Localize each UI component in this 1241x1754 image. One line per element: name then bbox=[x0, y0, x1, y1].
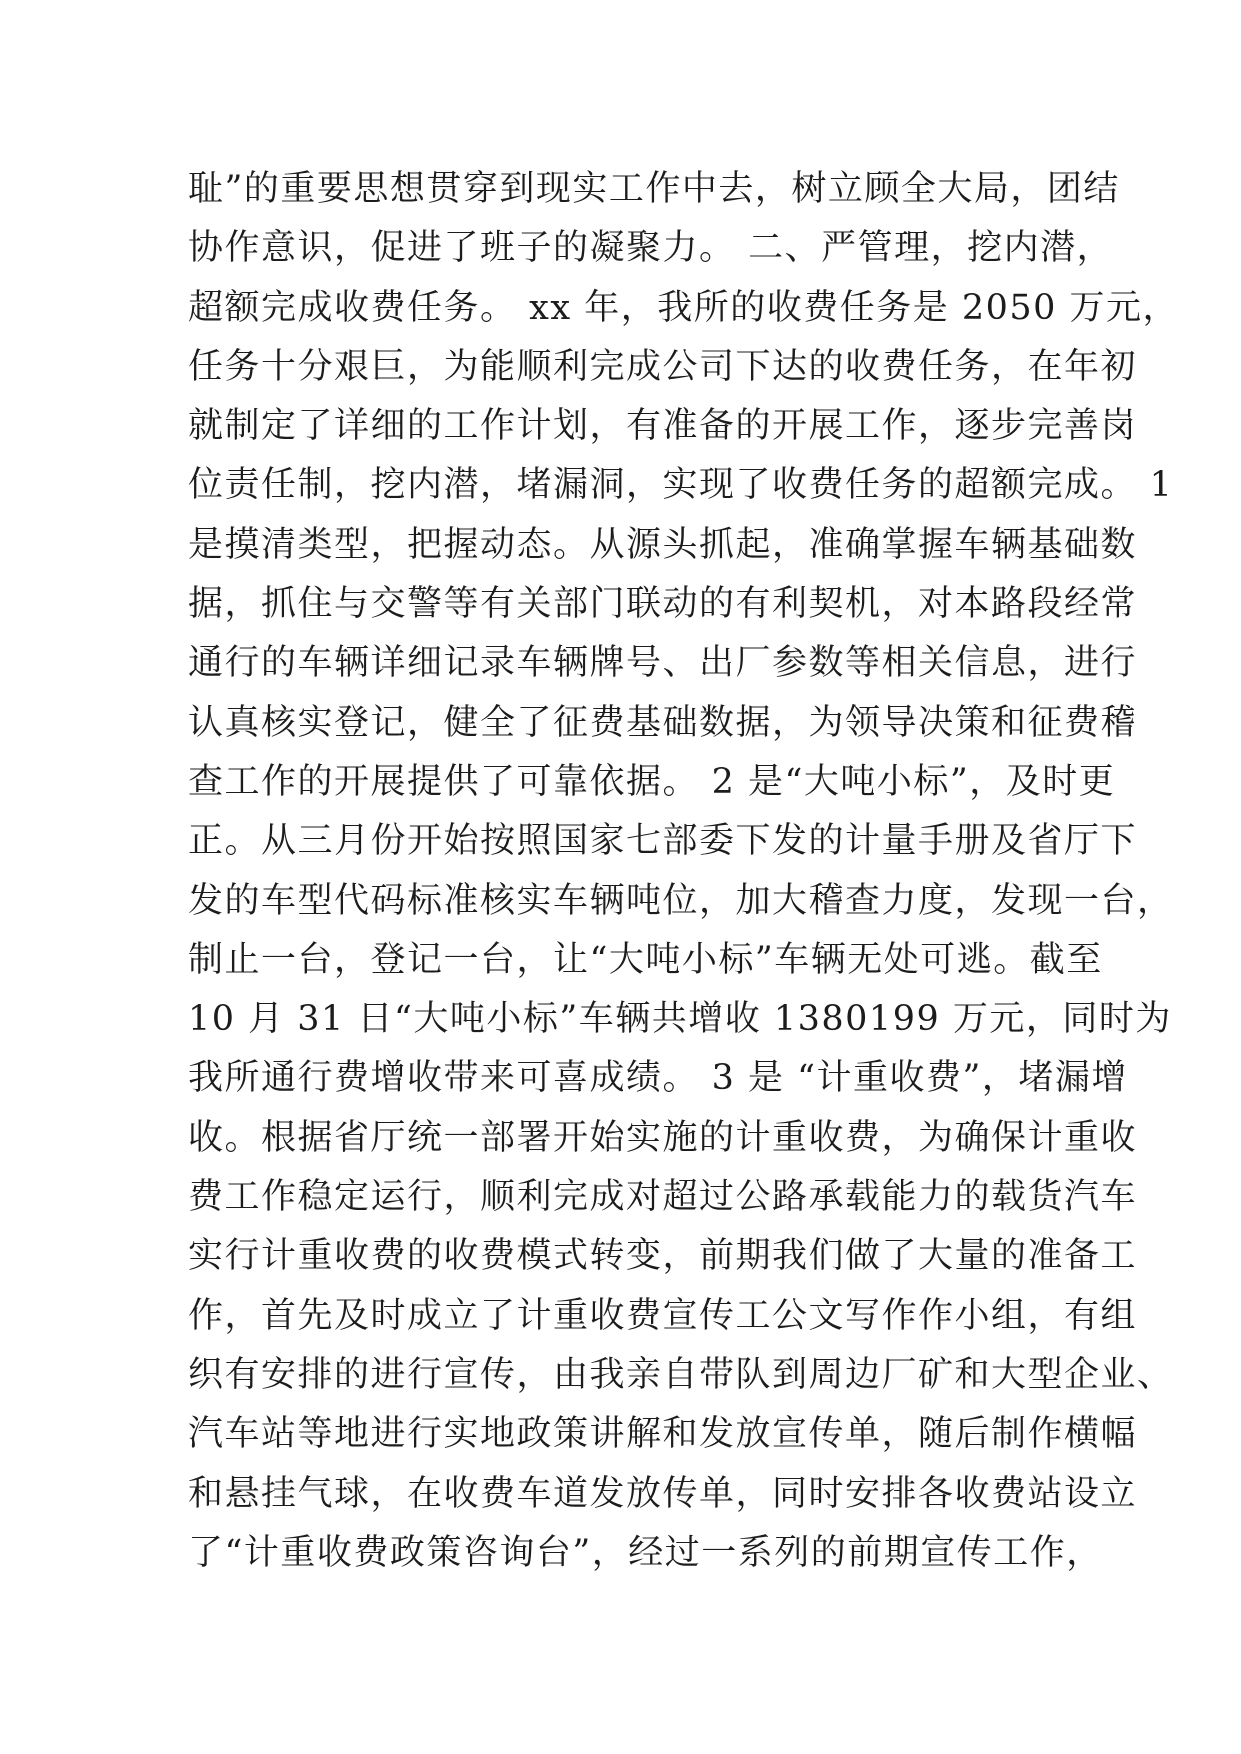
text-line: 了“计重收费政策咨询台”，经过一系列的前期宣传工作， bbox=[188, 1532, 1103, 1573]
text-line: 据，抓住与交警等有关部门联动的有利契机，对本路段经常 bbox=[188, 584, 1138, 625]
text-line: 10 月 31 日“大吨小标”车辆共增收 1380199 万元，同时为 bbox=[188, 999, 1172, 1040]
text-line: 通行的车辆详细记录车辆牌号、出厂参数等相关信息，进行 bbox=[188, 643, 1138, 684]
text-line: 收。根据省厅统一部署开始实施的计重收费，为确保计重收 bbox=[188, 1117, 1138, 1158]
text-line: 耻”的重要思想贯穿到现实工作中去，树立顾全大局，团结 bbox=[188, 169, 1120, 209]
text-line: 作，首先及时成立了计重收费宣传工公文写作作小组，有组 bbox=[188, 1295, 1138, 1336]
text-line: 协作意识，促进了班子的凝聚力。 二、严管理，挖内潜， bbox=[188, 228, 1114, 269]
text-line: 位责任制，挖内潜，堵漏洞，实现了收费任务的超额完成。 1 bbox=[188, 465, 1174, 506]
text-line: 就制定了详细的工作计划，有准备的开展工作，逐步完善岗 bbox=[188, 406, 1138, 447]
text-line: 任务十分艰巨，为能顺利完成公司下达的收费任务，在年初 bbox=[188, 346, 1138, 387]
text-line: 查工作的开展提供了可靠依据。 2 是“大吨小标”，及时更 bbox=[188, 761, 1116, 802]
text-line: 实行计重收费的收费模式转变，前期我们做了大量的准备工 bbox=[188, 1236, 1138, 1277]
text-line: 是摸清类型，把握动态。从源头抓起，准确掌握车辆基础数 bbox=[188, 524, 1138, 565]
text-line: 发的车型代码标准核实车辆吨位，加大稽查力度，发现一台， bbox=[188, 880, 1174, 921]
text-line: 制止一台，登记一台，让“大吨小标”车辆无处可逃。截至 bbox=[188, 939, 1103, 980]
text-line: 织有安排的进行宣传，由我亲自带队到周边厂矿和大型企业、 bbox=[188, 1354, 1174, 1395]
text-line: 超额完成收费任务。 xx 年，我所的收费任务是 2050 万元， bbox=[188, 287, 1180, 328]
text-line: 认真核实登记，健全了征费基础数据，为领导决策和征费稽 bbox=[188, 702, 1138, 743]
text-line: 费工作稳定运行，顺利完成对超过公路承载能力的载货汽车 bbox=[188, 1177, 1138, 1218]
body-text bbox=[188, 160, 1180, 1583]
text-line: 汽车站等地进行实地政策讲解和发放宣传单，随后制作横幅 bbox=[188, 1414, 1138, 1455]
text-line: 我所通行费增收带来可喜成绩。 3 是 “计重收费”，堵漏增 bbox=[188, 1058, 1128, 1099]
text-line: 和悬挂气球，在收费车道发放传单，同时安排各收费站设立 bbox=[188, 1473, 1138, 1514]
text-line: 正。从三月份开始按照国家七部委下发的计量手册及省厅下 bbox=[188, 821, 1138, 862]
